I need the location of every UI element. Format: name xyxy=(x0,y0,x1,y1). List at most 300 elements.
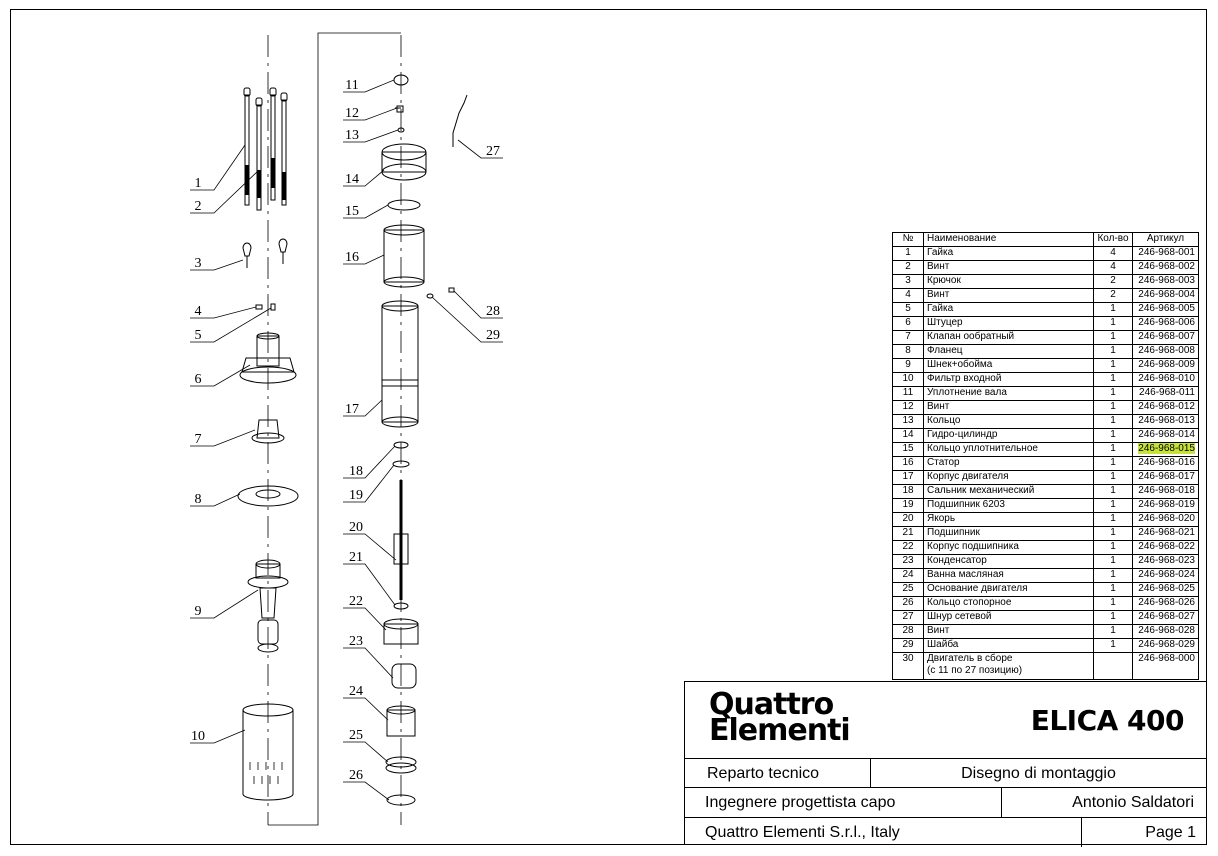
cell-name xyxy=(924,569,1094,583)
cell-article-text: 246-968-028 xyxy=(1138,625,1195,636)
cell-article xyxy=(1133,261,1199,275)
cell-name xyxy=(924,429,1094,443)
cell-name-text: Основание двигателя xyxy=(927,583,1028,594)
cell-article-text: 246-968-013 xyxy=(1138,415,1195,426)
table-row xyxy=(893,275,1199,289)
cell-article-text: 246-968-008 xyxy=(1138,345,1195,356)
logo-line-1: Quattro xyxy=(709,687,834,722)
cell-qty-text: 1 xyxy=(1110,359,1116,370)
cell-name-text: Фильтр входной xyxy=(927,373,1002,384)
cell-article xyxy=(1133,303,1199,317)
cell-qty xyxy=(1094,513,1133,527)
table-row xyxy=(893,625,1199,639)
cell-article xyxy=(1133,541,1199,555)
cell-article-text: 246-968-000 xyxy=(1138,653,1195,664)
cell-qty xyxy=(1094,541,1133,555)
cell-no-text: 15 xyxy=(902,443,914,454)
header-qty: Кол-во xyxy=(1094,233,1133,247)
cell-article-text: 246-968-005 xyxy=(1138,303,1195,314)
cell-name-text: Ванна масляная xyxy=(927,569,1004,580)
cell-qty-text: 1 xyxy=(1110,625,1116,636)
callout-7: 7 xyxy=(194,432,202,447)
cell-no xyxy=(893,429,924,443)
cell-no-text: 5 xyxy=(905,303,911,314)
table-row xyxy=(893,331,1199,345)
cell-name xyxy=(924,639,1094,653)
cell-qty xyxy=(1094,583,1133,597)
cell-article-text: 246-968-017 xyxy=(1138,471,1195,482)
cell-article-text: 246-968-020 xyxy=(1138,513,1195,524)
table-row xyxy=(893,261,1199,275)
cell-no xyxy=(893,541,924,555)
cell-no xyxy=(893,499,924,513)
cell-article xyxy=(1133,569,1199,583)
cell-article xyxy=(1133,639,1199,653)
table-row xyxy=(893,569,1199,583)
cell-no xyxy=(893,261,924,275)
cell-no-text: 21 xyxy=(902,527,914,538)
table-row xyxy=(893,345,1199,359)
cell-article xyxy=(1133,401,1199,415)
table-row xyxy=(893,401,1199,415)
cell-name xyxy=(924,275,1094,289)
callout-27: 27 xyxy=(486,144,500,159)
cell-name-text: Конденсатор xyxy=(927,555,987,566)
cell-name-text: Подшипник xyxy=(927,527,980,538)
cell-no-text: 25 xyxy=(902,583,914,594)
cell-qty-text: 2 xyxy=(1110,275,1116,286)
cell-article xyxy=(1133,499,1199,513)
cell-qty xyxy=(1094,317,1133,331)
callout-19: 19 xyxy=(349,488,363,503)
callout-1: 1 xyxy=(194,176,202,191)
cell-name xyxy=(924,457,1094,471)
cell-no xyxy=(893,247,924,261)
table-row xyxy=(893,457,1199,471)
callout-9: 9 xyxy=(194,604,202,619)
cell-no-text: 18 xyxy=(902,485,914,496)
cell-no-text: 14 xyxy=(902,429,914,440)
cell-article xyxy=(1133,331,1199,345)
cell-no-text: 16 xyxy=(902,457,914,468)
table-header-row xyxy=(893,233,1199,247)
cell-name-text: Якорь xyxy=(927,513,956,524)
cell-qty xyxy=(1094,597,1133,611)
cell-no xyxy=(893,611,924,625)
cell-article-text: 246-968-001 xyxy=(1138,247,1195,258)
callout-23: 23 xyxy=(349,634,363,649)
cell-qty-text: 1 xyxy=(1110,639,1116,650)
table-row xyxy=(893,639,1199,653)
cell-name-text: Уплотнение вала xyxy=(927,387,1007,398)
cell-no xyxy=(893,597,924,611)
cell-name-text: Клапан ообратный xyxy=(927,331,1015,342)
cell-no xyxy=(893,359,924,373)
cell-qty-text: 1 xyxy=(1110,471,1116,482)
cell-article xyxy=(1133,653,1199,680)
cell-no xyxy=(893,275,924,289)
cell-article xyxy=(1133,247,1199,261)
cell-name-text: Статор xyxy=(927,457,960,468)
cell-no-text: 10 xyxy=(902,373,914,384)
cell-name xyxy=(924,373,1094,387)
cell-article-text: 246-968-009 xyxy=(1138,359,1195,370)
cell-name-text: Винт xyxy=(927,401,950,412)
title-row-department xyxy=(685,758,1206,788)
cell-name xyxy=(924,611,1094,625)
table-row xyxy=(893,583,1199,597)
cell-article-text: 246-968-027 xyxy=(1138,611,1195,622)
cell-no-text: 4 xyxy=(905,289,911,300)
table-row xyxy=(893,415,1199,429)
cell-qty xyxy=(1094,387,1133,401)
cell-no-text: 3 xyxy=(905,275,911,286)
callout-6: 6 xyxy=(194,372,202,387)
callout-22: 22 xyxy=(349,594,363,609)
cell-name-text: Кольцо xyxy=(927,415,961,426)
cell-article-text: 246-968-026 xyxy=(1138,597,1195,608)
cell-qty-text: 2 xyxy=(1110,289,1116,300)
callout-17: 17 xyxy=(345,402,359,417)
cell-qty xyxy=(1094,261,1133,275)
cell-qty-text: 4 xyxy=(1110,247,1116,258)
cell-name xyxy=(924,653,1094,680)
cell-no xyxy=(893,583,924,597)
cell-qty-text: 1 xyxy=(1110,569,1116,580)
callout-24: 24 xyxy=(349,684,363,699)
cell-name xyxy=(924,471,1094,485)
cell-article-text: 246-968-015 xyxy=(1138,443,1195,454)
callout-26: 26 xyxy=(349,768,363,783)
cell-article xyxy=(1133,387,1199,401)
cell-qty xyxy=(1094,331,1133,345)
callout-28: 28 xyxy=(486,304,500,319)
cell-name-note: (с 11 по 27 позицию) xyxy=(927,665,1023,676)
table-row xyxy=(893,289,1199,303)
cell-qty xyxy=(1094,457,1133,471)
cell-article-text: 246-968-016 xyxy=(1138,457,1195,468)
cell-article-text: 246-968-029 xyxy=(1138,639,1195,650)
table-row xyxy=(893,373,1199,387)
parts-table xyxy=(892,232,1199,680)
title-block xyxy=(684,681,1207,845)
cell-no xyxy=(893,471,924,485)
cell-name-text: Шнек+обойма xyxy=(927,359,993,370)
cell-name-text: Штуцер xyxy=(927,317,963,328)
cell-article xyxy=(1133,443,1199,457)
cell-article xyxy=(1133,345,1199,359)
cell-no xyxy=(893,387,924,401)
cell-name xyxy=(924,331,1094,345)
cell-qty-text: 1 xyxy=(1110,429,1116,440)
cell-article xyxy=(1133,471,1199,485)
cell-no-text: 6 xyxy=(905,317,911,328)
part-bolts xyxy=(244,88,287,210)
cell-name xyxy=(924,443,1094,457)
cell-name-text: Винт xyxy=(927,261,950,272)
cell-article xyxy=(1133,625,1199,639)
cell-qty xyxy=(1094,345,1133,359)
cell-name xyxy=(924,247,1094,261)
cell-name-text: Винт xyxy=(927,289,950,300)
cell-qty-text: 1 xyxy=(1110,499,1116,510)
cell-no xyxy=(893,303,924,317)
cell-no-text: 17 xyxy=(902,471,914,482)
cell-name xyxy=(924,555,1094,569)
table-row xyxy=(893,597,1199,611)
cell-qty-text: 1 xyxy=(1110,611,1116,622)
cell-name-text: Гайка xyxy=(927,247,954,258)
header-no: № xyxy=(893,233,924,247)
cell-no-text: 9 xyxy=(905,359,911,370)
cell-no xyxy=(893,331,924,345)
callout-14: 14 xyxy=(345,172,359,187)
cell-article-text: 246-968-018 xyxy=(1138,485,1195,496)
cell-no-text: 28 xyxy=(902,625,914,636)
callout-20: 20 xyxy=(349,520,363,535)
cell-name-text: Шнур сетевой xyxy=(927,611,992,622)
cell-qty xyxy=(1094,247,1133,261)
company-logo xyxy=(709,687,850,748)
cell-name xyxy=(924,499,1094,513)
cell-name xyxy=(924,401,1094,415)
cell-article xyxy=(1133,597,1199,611)
cell-name xyxy=(924,597,1094,611)
cell-qty xyxy=(1094,275,1133,289)
page-number: Page 1 xyxy=(1145,823,1196,841)
cell-qty xyxy=(1094,639,1133,653)
cell-qty xyxy=(1094,527,1133,541)
table-row xyxy=(893,429,1199,443)
cell-qty-text: 1 xyxy=(1110,373,1116,384)
cell-no-text: 20 xyxy=(902,513,914,524)
cell-qty-text: 1 xyxy=(1110,401,1116,412)
table-row xyxy=(893,247,1199,261)
callout-4: 4 xyxy=(194,304,202,319)
cell-qty-text: 1 xyxy=(1110,457,1116,468)
cell-qty-text: 1 xyxy=(1110,303,1116,314)
cell-article xyxy=(1133,359,1199,373)
cell-qty-text: 1 xyxy=(1110,485,1116,496)
cell-name xyxy=(924,415,1094,429)
callout-18: 18 xyxy=(349,464,363,479)
cell-no xyxy=(893,569,924,583)
department: Reparto tecnico xyxy=(685,759,871,788)
callout-10: 10 xyxy=(191,729,205,744)
cell-name xyxy=(924,303,1094,317)
cell-no xyxy=(893,443,924,457)
cell-qty-text: 1 xyxy=(1110,555,1116,566)
cell-qty xyxy=(1094,373,1133,387)
table-row xyxy=(893,471,1199,485)
table-row xyxy=(893,611,1199,625)
cell-article-text: 246-968-019 xyxy=(1138,499,1195,510)
cell-qty xyxy=(1094,555,1133,569)
cell-article xyxy=(1133,317,1199,331)
cell-no xyxy=(893,485,924,499)
table-row xyxy=(893,303,1199,317)
cell-name xyxy=(924,527,1094,541)
cell-no-text: 19 xyxy=(902,499,914,510)
cell-qty xyxy=(1094,569,1133,583)
cell-no-text: 23 xyxy=(902,555,914,566)
cell-name xyxy=(924,513,1094,527)
callout-8: 8 xyxy=(194,492,202,507)
engineer-role: Ingegnere progettista capo xyxy=(685,788,1002,818)
callout-15: 15 xyxy=(345,204,359,219)
cell-qty xyxy=(1094,401,1133,415)
table-row xyxy=(893,359,1199,373)
table-row xyxy=(893,499,1199,513)
cell-name-text: Фланец xyxy=(927,345,963,356)
cell-article xyxy=(1133,583,1199,597)
cell-no xyxy=(893,457,924,471)
table-row xyxy=(893,541,1199,555)
cell-article xyxy=(1133,373,1199,387)
cell-no-text: 12 xyxy=(902,401,914,412)
table-row xyxy=(893,485,1199,499)
cell-article xyxy=(1133,289,1199,303)
table-row xyxy=(893,387,1199,401)
cell-name-text: Корпус двигателя xyxy=(927,471,1009,482)
callout-29: 29 xyxy=(486,328,500,343)
cell-qty xyxy=(1094,443,1133,457)
callout-13: 13 xyxy=(345,128,359,143)
cell-article-text: 246-968-021 xyxy=(1138,527,1195,538)
cell-article xyxy=(1133,429,1199,443)
cell-qty xyxy=(1094,499,1133,513)
cell-no xyxy=(893,345,924,359)
cell-qty-text: 1 xyxy=(1110,541,1116,552)
cell-article-text: 246-968-024 xyxy=(1138,569,1195,580)
cell-qty-text: 1 xyxy=(1110,345,1116,356)
cell-name-text: Гайка xyxy=(927,303,954,314)
cell-name-text: Подшипник 6203 xyxy=(927,499,1005,510)
cell-article xyxy=(1133,555,1199,569)
cell-no xyxy=(893,639,924,653)
cell-name-text: Кольцо уплотнительное xyxy=(927,443,1038,454)
cell-qty xyxy=(1094,611,1133,625)
cell-qty xyxy=(1094,429,1133,443)
table-row xyxy=(893,527,1199,541)
cell-qty-text: 1 xyxy=(1110,513,1116,524)
cell-name xyxy=(924,541,1094,555)
callout-2: 2 xyxy=(194,199,202,214)
logo-line-2: Elementi xyxy=(709,713,850,748)
cell-name-text: Двигатель в сборе xyxy=(927,653,1013,664)
cell-no-text: 24 xyxy=(902,569,914,580)
cell-article xyxy=(1133,275,1199,289)
table-row xyxy=(893,555,1199,569)
title-row-engineer xyxy=(685,787,1206,818)
cell-article xyxy=(1133,527,1199,541)
cell-name xyxy=(924,359,1094,373)
cell-qty-text: 1 xyxy=(1110,527,1116,538)
cell-article xyxy=(1133,485,1199,499)
cell-article-text: 246-968-004 xyxy=(1138,289,1195,300)
table-row xyxy=(893,513,1199,527)
cell-qty xyxy=(1094,415,1133,429)
cell-name xyxy=(924,485,1094,499)
cell-qty xyxy=(1094,653,1133,680)
cell-name xyxy=(924,583,1094,597)
model-name: ELICA 400 xyxy=(1030,704,1184,737)
callout-16: 16 xyxy=(345,250,359,265)
cell-no-text: 27 xyxy=(902,611,914,622)
cell-name-text: Гидро-цилиндр xyxy=(927,429,998,440)
cell-no-text: 22 xyxy=(902,541,914,552)
cell-qty xyxy=(1094,485,1133,499)
cell-no xyxy=(893,373,924,387)
cell-article xyxy=(1133,457,1199,471)
cell-qty xyxy=(1094,289,1133,303)
table-row xyxy=(893,317,1199,331)
callout-5: 5 xyxy=(194,328,202,343)
cell-name xyxy=(924,289,1094,303)
cell-no-text: 8 xyxy=(905,345,911,356)
cell-article xyxy=(1133,513,1199,527)
cell-name xyxy=(924,625,1094,639)
callout-3: 3 xyxy=(194,256,202,271)
cell-article-text: 246-968-014 xyxy=(1138,429,1195,440)
company-full-name: Quattro Elementi S.r.l., Italy xyxy=(685,818,1082,847)
callout-12: 12 xyxy=(345,106,359,121)
cell-article-text: 246-968-003 xyxy=(1138,275,1195,286)
header-name: Наименование xyxy=(924,233,1094,247)
cell-name-text: Шайба xyxy=(927,639,959,650)
cell-article-text: 246-968-025 xyxy=(1138,583,1195,594)
cell-no xyxy=(893,625,924,639)
cell-article-text: 246-968-007 xyxy=(1138,331,1195,342)
cell-article-text: 246-968-011 xyxy=(1139,387,1195,398)
cell-qty-text: 1 xyxy=(1110,597,1116,608)
cell-name-text: Кольцо стопорное xyxy=(927,597,1012,608)
header-article: Артикул xyxy=(1133,233,1199,247)
cell-no-text: 11 xyxy=(902,387,914,398)
table-row xyxy=(893,443,1199,457)
cell-name-text: Крючок xyxy=(927,275,961,286)
cell-no-text: 13 xyxy=(902,415,914,426)
cell-article xyxy=(1133,611,1199,625)
cell-no-text: 1 xyxy=(905,247,911,258)
cell-qty-text: 1 xyxy=(1110,443,1116,454)
cell-no-text: 7 xyxy=(905,331,911,342)
cell-article-text: 246-968-023 xyxy=(1138,555,1195,566)
cell-no xyxy=(893,527,924,541)
cell-no xyxy=(893,415,924,429)
cell-qty-text: 1 xyxy=(1110,331,1116,342)
engineer-name: Antonio Saldatori xyxy=(1072,794,1194,811)
cell-no xyxy=(893,317,924,331)
cell-name xyxy=(924,345,1094,359)
cell-no xyxy=(893,289,924,303)
cell-article xyxy=(1133,415,1199,429)
cell-article-text: 246-968-012 xyxy=(1138,401,1195,412)
cell-no xyxy=(893,513,924,527)
cell-name xyxy=(924,317,1094,331)
callout-11: 11 xyxy=(345,78,359,93)
cell-no-text: 29 xyxy=(902,639,914,650)
title-row-company xyxy=(685,817,1206,847)
cell-name xyxy=(924,261,1094,275)
cell-no xyxy=(893,401,924,415)
cell-qty-text: 1 xyxy=(1110,317,1116,328)
cell-name-text: Сальник механический xyxy=(927,485,1035,496)
cell-name xyxy=(924,387,1094,401)
cell-qty xyxy=(1094,303,1133,317)
callout-21: 21 xyxy=(349,550,363,565)
cell-qty-text: 1 xyxy=(1110,415,1116,426)
